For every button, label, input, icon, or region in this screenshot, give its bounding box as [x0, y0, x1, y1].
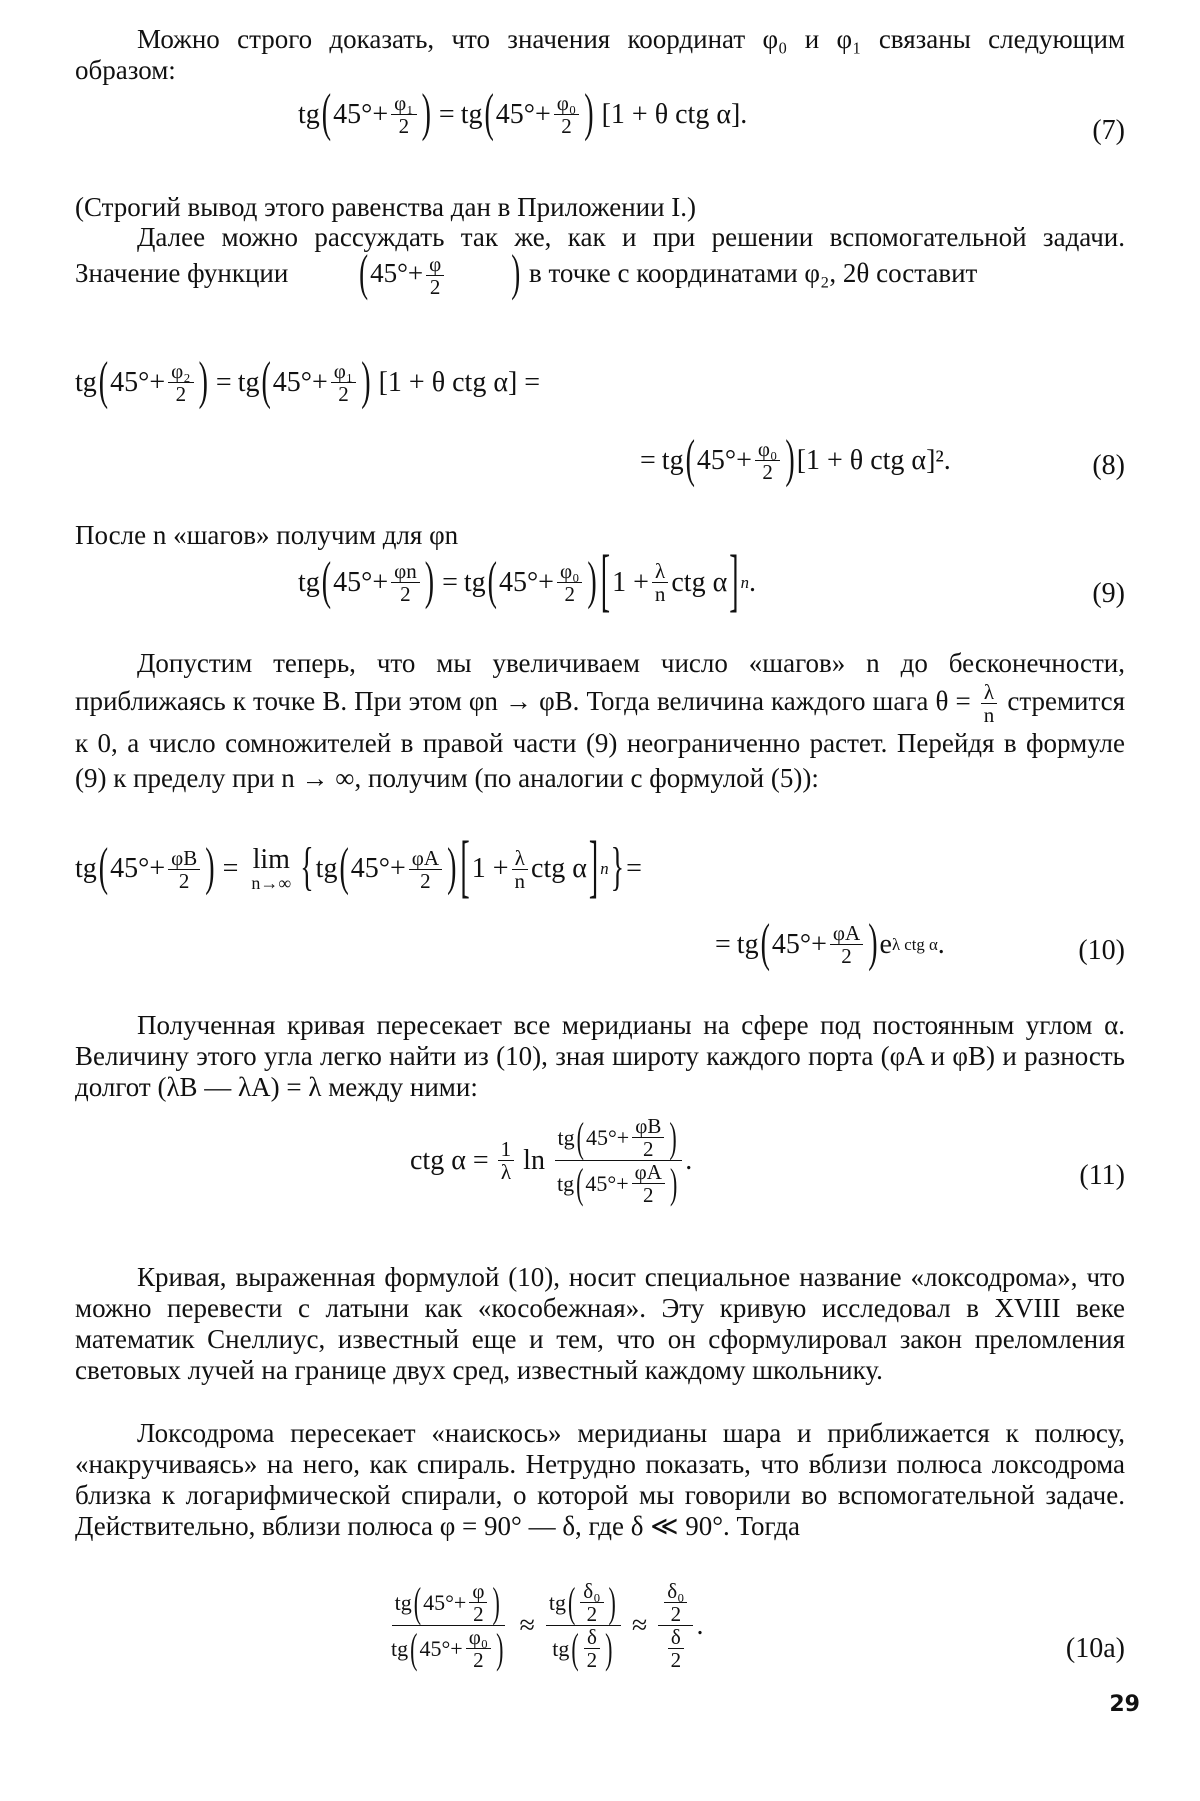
equation-9: tg ( 45° + $\frac{\varphi n}{2}$ ) = tg ( 45° + $\frac{\text{φ₀}}{2}$ ) [ 1 + $\frac{\lambda}{n}$ ctg α ] n . [298, 542, 756, 621]
page-number: 29 [1109, 1692, 1140, 1717]
equation-number-10: (10) [1078, 935, 1125, 966]
paragraph-6: Полученная кривая пересекает все меридианы на сфере под постоянным углом α. Величину этого угла легко найти из (10), зная широту каждого порта (φA и φB) и разность долгот (λB — λA) = λ между ними: [75, 1010, 1125, 1102]
paragraph-4: После n «шагов» получим для φn [75, 520, 459, 550]
equation-number-11: (11) [1079, 1160, 1125, 1191]
equation-11: ctg α = $\frac{1}{\lambda}$ ln tg ( 45° + $\frac{\varphi B}{2}$ ) tg ( 45° + $\frac{\varphi A}{2}$ ) . [410, 1113, 693, 1208]
equation-number-9: (9) [1092, 578, 1125, 609]
paragraph-3: Далее можно рассуждать так же, как и при решении вспомогательной задачи. Значение функции (45°+ $\frac{\varphi}{2}$ ) в точке с координатами φ₂, 2θ составит [75, 222, 1125, 301]
paragraph-2: (Строгий вывод этого равенства дан в Приложении I.) [75, 192, 697, 222]
ratio-fraction: tg ( 45° + $\frac{\varphi B}{2}$ ) tg ( 45° + $\frac{\varphi A}{2}$ ) [554, 1115, 682, 1206]
frac-phi1-over-2: $\frac{\text{φ₁}}{2}$ [391, 92, 416, 137]
equation-7: tg ( 45° + $\frac{\text{φ₁}}{2}$ ) = tg ( 45° + $\frac{\text{φ₀}}{2}$ ) [1 + θ ctg α]. [298, 84, 748, 144]
equation-number-7: (7) [1092, 115, 1125, 146]
equation-8-line-1: tg ( 45° + $\frac{\text{φ₂}}{2}$ ) = tg ( 45° + $\frac{\text{φ₁}}{2}$ ) [1 + θ ctg α] = [75, 352, 541, 412]
frac-phi0-over-2: $\frac{\text{φ₀}}{2}$ [554, 92, 579, 137]
paragraph-1: Можно строго доказать, что значения координат φ₀ и φ₁ связаны следующим образом: [75, 24, 1125, 85]
equation-number-10a: (10a) [1065, 1633, 1125, 1664]
paragraph-8: Локсодрома пересекает «наискось» меридианы шара и приближается к полюсу, «накручиваясь» на него, как спираль. Нетрудно показать, что вблизи полюса локсодрома близка к логарифмической спирали, о которой мы говорили во вспомогательной задаче. Действительно, вблизи полюса φ = 90° — δ, где δ ≪ 90°. Тогда [75, 1418, 1125, 1541]
equation-10-line-2: = tg ( 45° + $\frac{\varphi A}{2}$ ) e λ ctg α . [715, 914, 945, 974]
equation-number-8: (8) [1092, 450, 1125, 481]
equation-10a: tg ( 45° + $\frac{\varphi}{2}$ ) tg ( 45° + $\frac{\text{φ₀}}{2}$ ) ≈ tg ( $\frac{\text{δ₀}}{2}$ ) tg ( $\frac{\delta}{2}$ ) ≈ $\frac{\frac{\text{δ₀}}{2}}{\frac{\delta}{2}}$ . [391, 1578, 704, 1673]
equation-8-line-2: = tg ( 45° + $\frac{\text{φ₀}}{2}$ ) [1 + θ ctg α]². [640, 430, 951, 490]
equation-10-line-1: tg ( 45° + $\frac{\varphi B}{2}$ ) = lim n→∞ { tg ( 45° + $\frac{\varphi A}{2}$ ) [ 1 + $\frac{\lambda}{n}$ ctg α ] n } = [75, 829, 642, 907]
paragraph-5: Допустим теперь, что мы увеличиваем число «шагов» n до бесконечности, приближаясь к точке B. При этом φn → φB. Тогда величина каждого шага θ = $\frac{\lambda}{n}$ стремится к 0, а число сомножителей в правой части (9) неограниченно растет. Перейдя в формуле (9) к пределу при n → ∞, получим (по аналогии с формулой (5)): [75, 648, 1126, 794]
frac-phi-over-2: $\frac{\varphi}{2}$ [426, 253, 444, 298]
paragraph-7: Кривая, выраженная формулой (10), носит специальное название «локсодрома», что можно перевести с латыни как «кособежная». Эту кривую исследовал в XVIII веке математик Снеллиус, известный еще и тем, что он сформулировал закон преломления световых лучей на границе двух сред, известный каждому школьнику. [75, 1262, 1125, 1385]
